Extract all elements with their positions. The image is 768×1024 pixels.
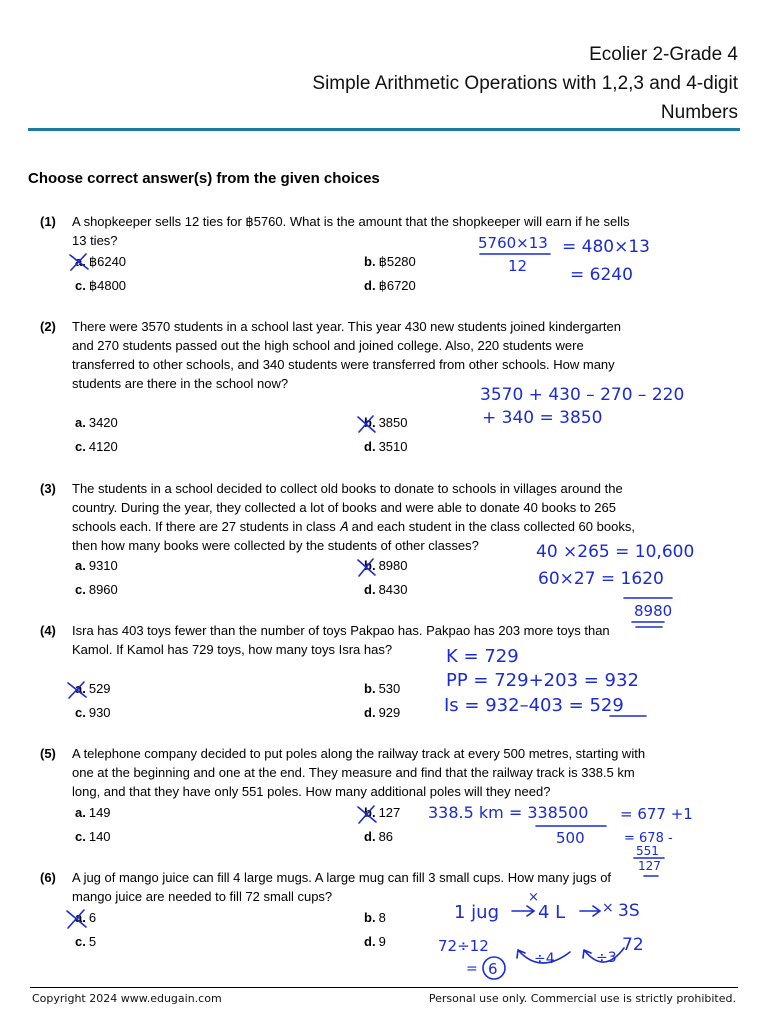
question-text: There were 3570 students in a school last year. This year 430 new students joined kindergarten and 270 students passed out the high school and joined college. Also, 220 students were transferred to other schools, and 340 students were transferred from other schools. How many students are there in the school now?	[72, 319, 621, 391]
hw-q6-arrow-1	[512, 906, 534, 916]
hw-q6-answer-circle	[483, 957, 505, 979]
option-a[interactable]: a. 3420	[75, 415, 118, 430]
header-divider	[28, 128, 740, 131]
question-number: (5)	[40, 746, 56, 761]
option-d[interactable]: d. 8430	[364, 582, 408, 597]
question-6	[40, 868, 660, 906]
question-number: (6)	[40, 870, 56, 885]
option-a[interactable]: a. 6	[75, 910, 97, 925]
hw-q5-poles: 551	[636, 844, 659, 858]
hw-q6-arrow-2	[580, 906, 600, 916]
question-number: (2)	[40, 319, 56, 334]
question-4	[40, 621, 660, 659]
question-number: (4)	[40, 623, 56, 638]
option-a[interactable]: a. 149	[75, 805, 111, 820]
option-c[interactable]: c. 140	[75, 829, 111, 844]
option-d[interactable]: d. 86	[364, 829, 394, 844]
hw-q6-back-arrow-2	[583, 948, 624, 962]
hw-q4-line3: Is = 932–403 = 529	[444, 695, 624, 716]
question-2	[40, 317, 660, 393]
hw-q1-result: = 6240	[570, 265, 633, 285]
hw-q1-step: = 480×13	[562, 237, 650, 257]
hw-q6-cups: 3S	[618, 901, 640, 921]
hw-q2-line1: 3570 + 430 – 270 – 220	[480, 385, 685, 405]
footer-divider	[30, 987, 738, 988]
worksheet-header	[312, 40, 738, 127]
hw-q1-numerator: 5760×13	[478, 234, 548, 252]
option-c[interactable]: c. 930	[75, 705, 111, 720]
option-b[interactable]: b. 530	[364, 681, 401, 696]
question-1	[40, 212, 660, 250]
question-text: A shopkeeper sells 12 ties for ฿5760. What is the amount that the shopkeeper will earn if he sells 13 ties?	[72, 214, 630, 248]
option-a[interactable]: a. ฿6240	[75, 254, 127, 269]
option-d[interactable]: d. 3510	[364, 439, 408, 454]
option-c[interactable]: c. 5	[75, 934, 97, 949]
hw-q6-jug: 1 jug	[454, 902, 500, 923]
hw-q4-line2: PP = 729+203 = 932	[446, 670, 639, 691]
hw-q6-mugs: 4 L	[538, 902, 566, 923]
footer-usage-notice: Personal use only. Commercial use is strictly prohibited.	[428, 992, 736, 1005]
question-text: A jug of mango juice can fill 4 large mugs. A large mug can fill 3 small cups. How many jugs of mango juice are needed to fill 72 small cups?	[72, 870, 612, 904]
hw-q6-div4: ÷4	[534, 951, 555, 967]
header-topic-line2: Numbers	[660, 102, 738, 123]
question-3	[40, 479, 660, 555]
hw-q5-step1: = 677 +1	[620, 805, 693, 823]
header-topic-line1: Simple Arithmetic Operations with 1,2,3 and 4-digit	[312, 73, 738, 94]
question-text: A telephone company decided to put poles along the railway track at every 500 metres, starting with one at the beginning and one at the end. They measure and find that the railway track is 338.5 km long, and that they have only 551 poles. How many additional poles will they need?	[72, 746, 646, 799]
option-d[interactable]: d. 929	[364, 705, 401, 720]
footer-copyright: Copyright 2024 www.edugain.com	[32, 992, 222, 1005]
option-d[interactable]: d. 9	[364, 934, 386, 949]
question-number: (1)	[40, 214, 56, 229]
question-number: (3)	[40, 481, 56, 496]
hw-q6-equals: =	[466, 961, 478, 977]
hw-q6-times-2: ×	[602, 900, 614, 916]
option-a[interactable]: a. 529	[75, 681, 111, 696]
hw-q1-denominator: 12	[508, 257, 528, 275]
hw-q5-line1: 338.5 km = 338500	[428, 803, 589, 822]
hw-q5-step2: = 678 -	[624, 831, 673, 846]
question-text: The students in a school decided to collect old books to donate to schools in villages around the country. During the year, they collected a lot of books and were able to donate 40 books to 265 schools each. If there are 27 students in class 𝐴 and each student in the class collected 60 books, then how many books were collected by the students of other classes?	[72, 481, 635, 553]
option-b[interactable]: b. 8	[364, 910, 386, 925]
hw-q6-back-arrow-1	[517, 950, 570, 963]
hw-q4-line1: K = 729	[446, 646, 519, 667]
hw-q5-denominator: 500	[556, 829, 585, 847]
hw-q5-result: 127	[638, 859, 661, 873]
hw-q6-division: 72÷12	[438, 937, 489, 955]
hw-q6-cups-total: 72	[622, 935, 644, 955]
hw-q6-answer: 6	[488, 960, 498, 978]
hw-q6-times-1: ×	[528, 890, 539, 905]
header-level: Ecolier 2-Grade 4	[589, 44, 738, 65]
hw-q6-div3: ÷3	[596, 950, 617, 966]
option-c[interactable]: c. ฿4800	[75, 278, 127, 293]
option-c[interactable]: c. 4120	[75, 439, 118, 454]
option-a[interactable]: a. 9310	[75, 558, 118, 573]
option-c[interactable]: c. 8960	[75, 582, 118, 597]
option-b[interactable]: b. ฿5280	[364, 254, 416, 269]
hw-q3-line2: 60×27 = 1620	[538, 569, 664, 589]
option-b[interactable]: b. 3850	[364, 415, 408, 430]
instruction-text: Choose correct answer(s) from the given choices	[28, 170, 380, 187]
option-b[interactable]: b. 127	[364, 805, 401, 820]
question-5	[40, 744, 660, 801]
question-text: Isra has 403 toys fewer than the number of toys Pakpao has. Pakpao has 203 more toys than Kamol. If Kamol has 729 toys, how many toys Isra has?	[72, 623, 610, 657]
option-d[interactable]: d. ฿6720	[364, 278, 416, 293]
hw-q3-total: 8980	[634, 602, 673, 620]
hw-q3-line1: 40 ×265 = 10,600	[536, 542, 695, 562]
option-b[interactable]: b. 8980	[364, 558, 408, 573]
hw-q2-line2: + 340 = 3850	[482, 408, 603, 428]
